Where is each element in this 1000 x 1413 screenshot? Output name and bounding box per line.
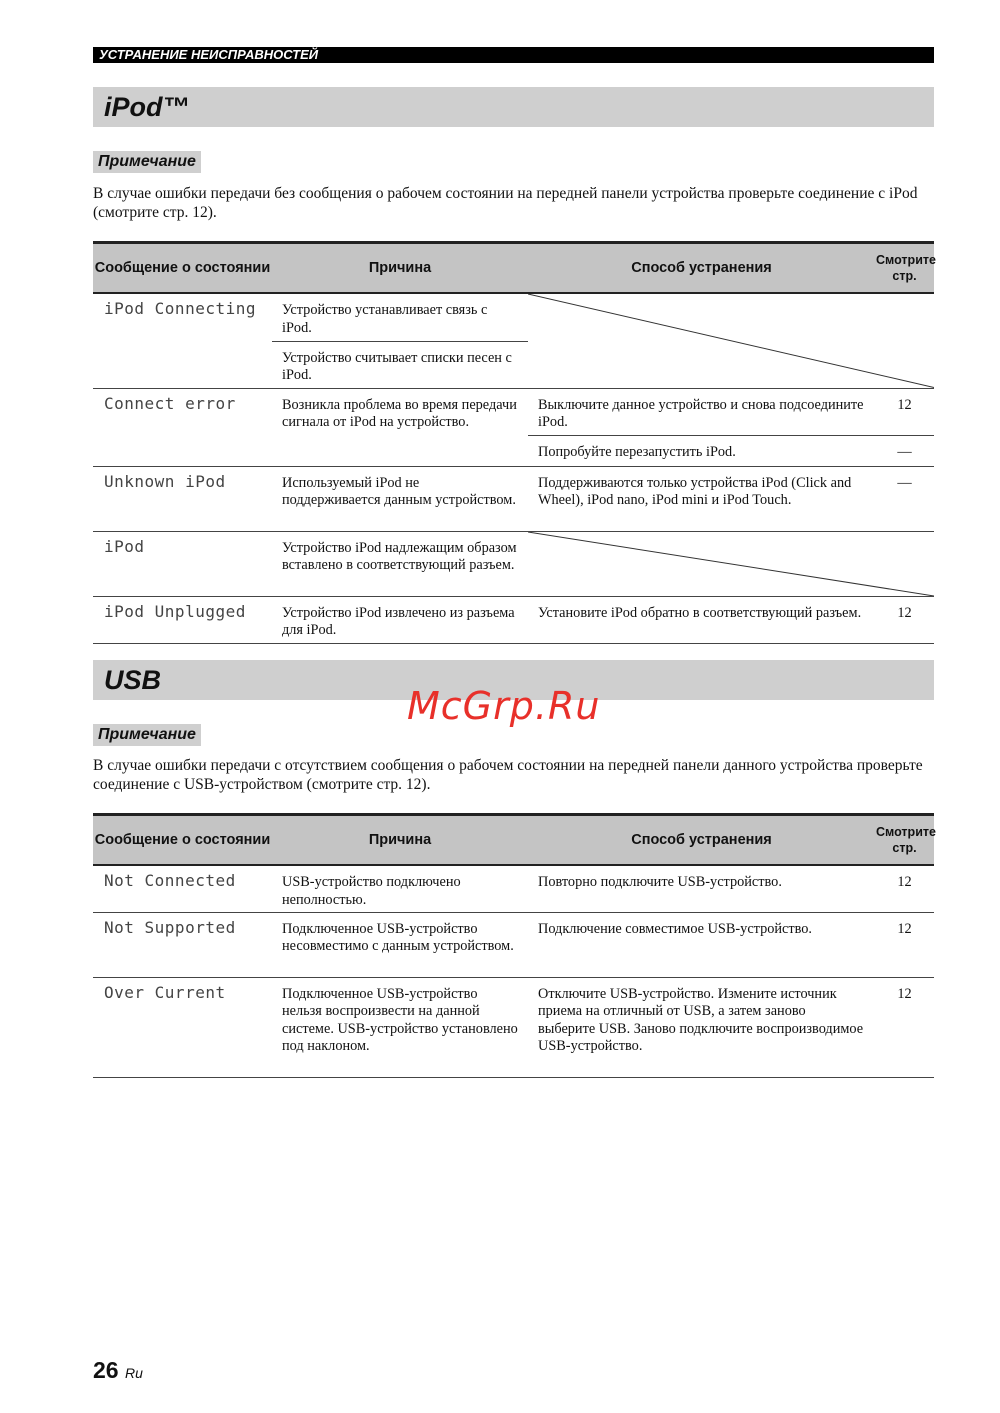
table-row (93, 531, 934, 596)
remedy: Выключите данное устройство и снова подсоедините iPod. (528, 388, 875, 435)
status-message: Not Supported (93, 912, 272, 977)
cause: Устройство считывает списки песен с iPod. (272, 341, 528, 388)
status-message: iPod (93, 531, 272, 596)
table-row (93, 293, 934, 341)
status-message: Over Current (93, 977, 272, 1077)
cause: Подключенное USB-устройство несовместимо с данным устройством. (272, 912, 528, 977)
watermark: McGrp.Ru (407, 684, 601, 728)
remedy: Повторно подключите USB-устройство. (528, 865, 875, 912)
remedy: Поддерживаются только устройства iPod (Click and Wheel), iPod nano, iPod mini и iPod Touch. (528, 466, 875, 531)
page-number-value: 26 (93, 1357, 119, 1383)
col-status-message: Сообщение о состоянии (93, 815, 272, 866)
remedy: Отключите USB-устройство. Измените источник приема на отличный от USB, а затем заново выберите USB. Заново подключите воспроизводимое USB-устройство. (528, 977, 875, 1077)
ipod-note-text: В случае ошибки передачи без сообщения о рабочем состоянии на передней панели устройства проверьте соединение с iPod (смотрите стр. 12). (93, 185, 918, 221)
col-page: Смотрите стр. (875, 815, 934, 866)
not-applicable-diagonal (528, 293, 934, 388)
table-row (93, 912, 934, 977)
cause: Возникла проблема во время передачи сигнала от iPod на устройство. (272, 388, 528, 466)
cause: USB-устройство подключено неполностью. (272, 865, 528, 912)
status-message: iPod Unplugged (93, 596, 272, 643)
cause: Устройство iPod извлечено из разъема для iPod. (272, 596, 528, 643)
col-cause: Причина (272, 243, 528, 294)
ipod-section-title: iPod™ (93, 87, 934, 127)
table-row (93, 977, 934, 1077)
usb-section-title: USB (93, 660, 934, 700)
status-message: Not Connected (93, 865, 272, 912)
col-page: Смотрите стр. (875, 243, 934, 294)
ipod-note-label: Примечание (93, 151, 201, 173)
usb-note-label: Примечание (93, 724, 201, 746)
page-ref: 12 (875, 977, 934, 1077)
cause: Подключенное USB-устройство нельзя воспроизвести на данной системе. USB-устройство установлено под наклоном. (272, 977, 528, 1077)
col-remedy: Способ устранения (528, 815, 875, 866)
table-header (93, 243, 934, 294)
usb-troubleshooting-table (93, 813, 934, 1078)
table-row (93, 388, 934, 435)
language-code: Ru (124, 1365, 143, 1381)
cause: Используемый iPod не поддерживается данным устройством. (272, 466, 528, 531)
section-header-bar: УСТРАНЕНИЕ НЕИСПРАВНОСТЕЙ (93, 47, 934, 63)
remedy: Подключение совместимое USB-устройство. (528, 912, 875, 977)
cause: Устройство iPod надлежащим образом вставлено в соответствующий разъем. (272, 531, 528, 596)
table-row (93, 466, 934, 531)
table-row (93, 596, 934, 643)
page-ref: — (875, 466, 934, 531)
page-ref: — (875, 435, 934, 466)
page-number (93, 1357, 143, 1384)
status-message: iPod Connecting (93, 293, 272, 388)
col-remedy: Способ устранения (528, 243, 875, 294)
page-ref: 12 (875, 388, 934, 435)
status-message: Connect error (93, 388, 272, 466)
status-message: Unknown iPod (93, 466, 272, 531)
page-ref: 12 (875, 912, 934, 977)
col-cause: Причина (272, 815, 528, 866)
not-applicable-diagonal (528, 531, 934, 596)
cause: Устройство устанавливает связь с iPod. (272, 293, 528, 341)
page-ref: 12 (875, 596, 934, 643)
remedy: Попробуйте перезапустить iPod. (528, 435, 875, 466)
table-row (93, 865, 934, 912)
col-status-message: Сообщение о состоянии (93, 243, 272, 294)
table-header (93, 815, 934, 866)
page-ref: 12 (875, 865, 934, 912)
usb-note-text: В случае ошибки передачи с отсутствием сообщения о рабочем состоянии на передней панели данного устройства проверьте соединение с USB-устройством (смотрите стр. 12). (93, 757, 923, 793)
remedy: Установите iPod обратно в соответствующий разъем. (528, 596, 875, 643)
ipod-troubleshooting-table (93, 241, 934, 644)
